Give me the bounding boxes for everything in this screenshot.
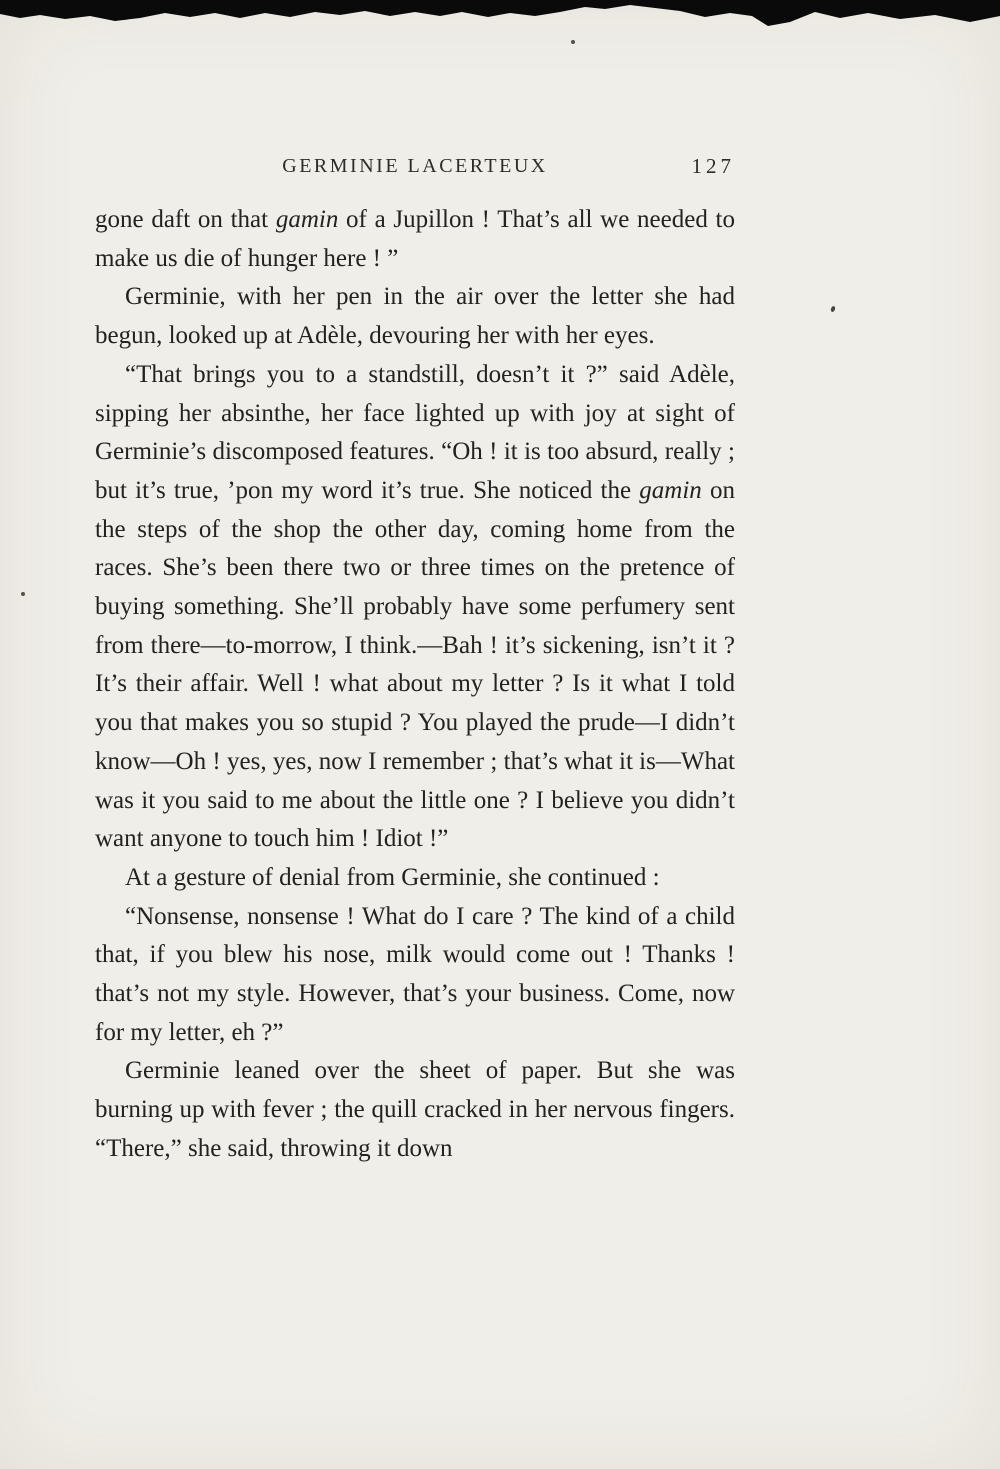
body-text: [95, 201, 735, 1169]
paragraph: [95, 278, 735, 355]
page-number: 127: [691, 154, 735, 178]
text-run: gone daft on that: [95, 206, 276, 233]
paragraph: [95, 201, 735, 278]
paragraph: [95, 356, 735, 859]
scan-speck: [571, 40, 575, 44]
text-run: “That brings you to a standstill, doesn’t it ?” said Adèle, sipping her absinthe, her face lighted up with joy at sight of Germinie’s discomposed features. “Oh ! it is too absurd, really ; but it’s true, ’pon my word it’s true. She noticed the: [95, 360, 735, 504]
text-run: At a gesture of denial from Germinie, she continued :: [125, 863, 660, 891]
scan-artifact-top-edge: [0, 0, 1000, 30]
text-run: on the steps of the shop the other day, coming home from the races. She’s been there two or three times on the pretence of buying something. She’ll probably have some perfumery sent from there—to-morrow, I think.—Bah ! it’s sickening, isn’t it ? It’s their affair. Well ! what about my letter ? Is it what I told you that makes you so stupid ? You played the prude—I didn’t know—Oh ! yes, yes, now I remember ; that’s what it is—What was it you said to me about the little one ? I believe you didn’t want anyone to touch him ! Idiot !”: [95, 476, 735, 853]
paragraph: [95, 898, 735, 1053]
paragraph: [95, 1052, 735, 1168]
scan-speck: [21, 592, 25, 596]
text-run: of a Jupillon ! That’s all we needed to make us die of hunger here ! ”: [95, 206, 735, 272]
running-title: GERMINIE LACERTEUX: [282, 155, 548, 177]
text-run: “Nonsense, nonsense ! What do I care ? The kind of a child that, if you blew his nose, milk would come out ! Thanks ! that’s not my style. However, that’s your business. Come, now for my letter, eh ?”: [95, 902, 735, 1046]
italic-word: gamin: [639, 476, 702, 504]
scan-speck: [830, 305, 836, 312]
paragraph: [95, 859, 735, 898]
italic-word: gamin: [275, 206, 339, 233]
text-run: Germinie leaned over the sheet of paper. But she was burning up with fever ; the quill cracked in her nervous fingers. “There,” she said, throwing it down: [95, 1057, 735, 1162]
text-run: Germinie, with her pen in the air over the letter she had begun, looked up at Adèle, devouring her with her eyes.: [95, 283, 735, 350]
page-header: [95, 153, 735, 183]
